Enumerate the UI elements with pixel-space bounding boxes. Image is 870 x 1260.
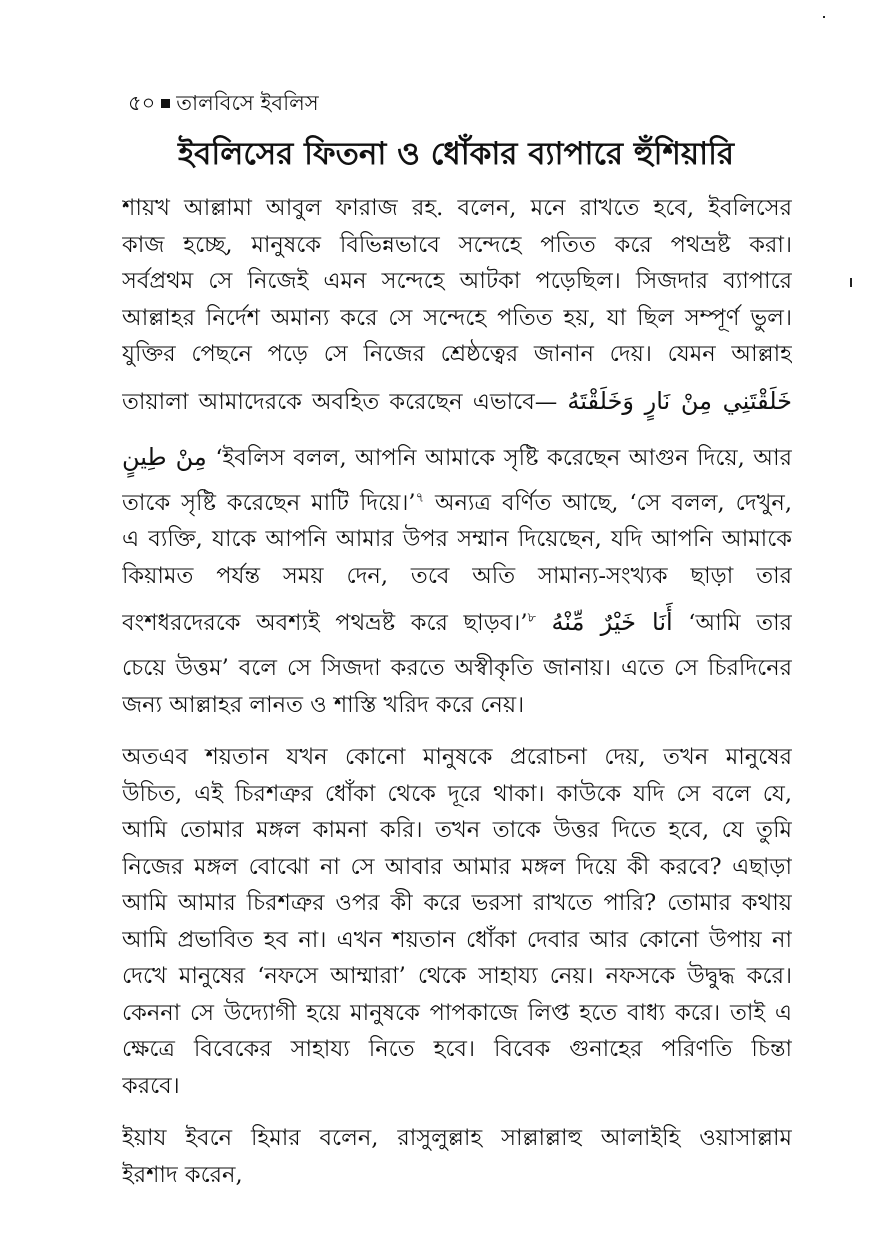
text-line: চেয়ে উত্তম’ বলে সে সিজদা করতে অস্বীকৃতি জানায়। এতে সে চিরদিনের <box>122 655 792 681</box>
text-line-with-arabic <box>122 594 792 650</box>
text-line: শায়খ আল্লামা আবুল ফারাজ রহ. বলেন, মনে রাখতে হবে, ইবলিসের <box>122 195 792 221</box>
section-title: ইবলিসের ফিতনা ও ধোঁকার ব্যাপারে হুঁশিয়ারি <box>177 136 734 172</box>
arabic-verse: أَنَا خَيْرٌ مِّنْهُ <box>551 608 673 636</box>
text-line: দেখে মানুষের ‘নফসে আম্মারা’ থেকে সাহায্য নেয়। নফসকে উদ্বুদ্ধ করে। <box>122 963 792 989</box>
arabic-verse: مِنْ طِينٍ <box>122 442 207 471</box>
scan-speck <box>850 278 852 287</box>
line-text: বংশধরদেরকে অবশ্যই পথভ্রষ্ট করে ছাড়ব।’ <box>122 610 528 636</box>
text-line: অতএব শয়তান যখন কোনো মানুষকে প্ররোচনা দেয়, তখন মানুষের <box>122 744 792 770</box>
book-title: তালবিসে ইবলিস <box>176 91 319 115</box>
text-line: কেননা সে উদ্যোগী হয়ে মানুষকে পাপকাজে লিপ্ত হতে বাধ্য করে। তাই এ <box>122 999 792 1026</box>
paragraph-2 <box>122 739 792 1104</box>
text-line-with-arabic <box>122 429 792 485</box>
text-line: উচিত, এই চিরশত্রুর ধোঁকা থেকে দূরে থাকা। কাউকে যদি সে বলে যে, <box>122 780 792 807</box>
line-text: তাকে সৃষ্টি করেছেন মাটি দিয়ে।’ <box>122 489 416 516</box>
text-line: ক্ষেত্রে বিবেকের সাহায্য নিতে হবে। বিবেক গুনাহের পরিণতি চিন্তা <box>122 1036 792 1062</box>
page-number: ৫০ <box>128 91 156 115</box>
text-line: নিজের মঙ্গল বোঝো না সে আবার আমার মঙ্গল দিয়ে কী করবে? এছাড়া <box>122 853 792 880</box>
text-line: সর্বপ্রথম সে নিজেই এমন সন্দেহে আটকা পড়েছিল। সিজদার ব্যাপারে <box>122 268 792 294</box>
text-line: জন্য আল্লাহর লানত ও শাস্তি খরিদ করে নেয়। <box>122 691 525 718</box>
text-line: এ ব্যক্তি, যাকে আপনি আমার উপর সম্মান দিয়েছেন, যদি আপনি আমাকে <box>122 526 792 552</box>
text-line: কাজ হচ্ছে, মানুষকে বিভিন্নভাবে সন্দেহে পতিত করে পথভ্রষ্ট করা। <box>122 231 792 258</box>
paragraph-gap <box>122 723 792 739</box>
paragraph-1 <box>122 190 792 723</box>
text-line: আল্লাহর নির্দেশ অমান্য করে সে সন্দেহে পতিত হয়, যা ছিল সম্পূর্ণ ভুল। <box>122 304 792 331</box>
footnote-ref: ৭ <box>415 490 425 505</box>
text-line: আমি আমার চিরশত্রুর ওপর কী করে ভরসা রাখতে পারি? তোমার কথায় <box>122 890 792 916</box>
text-line: আমি তোমার মঙ্গল কামনা করি। তখন তাকে উত্তর দিতে হবে, যে তুমি <box>122 817 792 843</box>
paragraph-3 <box>122 1120 792 1193</box>
text-line: করবে। <box>122 1072 180 1099</box>
text-line: আমি প্রভাবিত হব না। এখন শয়তান ধোঁকা দেবার আর কোনো উপায় না <box>122 926 792 953</box>
line-text: ‘ইবলিস বলল, আপনি আমাকে সৃষ্টি করেছেন আগুন দিয়ে, আর <box>215 444 792 471</box>
arabic-verse: خَلَقْتَنِي مِنْ نَارٍ وَخَلَقْتَهُ <box>567 386 792 415</box>
text-line: যুক্তির পেছনে পড়ে সে নিজের শ্রেষ্ঠত্বের জানান দেয়। যেমন আল্লাহ <box>122 341 792 367</box>
running-header <box>128 90 319 116</box>
scan-speck <box>823 16 825 18</box>
paragraph-gap <box>122 1104 792 1120</box>
line-text: তায়ালা আমাদেরকে অবহিত করেছেন এভাবে— <box>122 388 558 415</box>
text-line: কিয়ামত পর্যন্ত সময় দেন, তবে অতি সামান্য-সংখ্যক ছাড়া তার <box>122 562 792 589</box>
footnote-ref: ৮ <box>527 610 536 626</box>
line-text: অন্যত্র বর্ণিত আছে, ‘সে বলল, দেখুন, <box>424 489 792 516</box>
text-line <box>122 485 792 522</box>
text-line-with-arabic <box>122 373 792 429</box>
body-text <box>122 190 792 1193</box>
square-separator-icon <box>161 99 170 108</box>
text-line: ইরশাদ করেন, <box>122 1161 243 1188</box>
text-line: ইয়ায ইবনে হিমার বলেন, রাসুলুল্লাহ সাল্লাল্লাহু আলাইহি ওয়াসাল্লাম <box>122 1125 792 1151</box>
line-text: ‘আমি তার <box>688 610 792 636</box>
